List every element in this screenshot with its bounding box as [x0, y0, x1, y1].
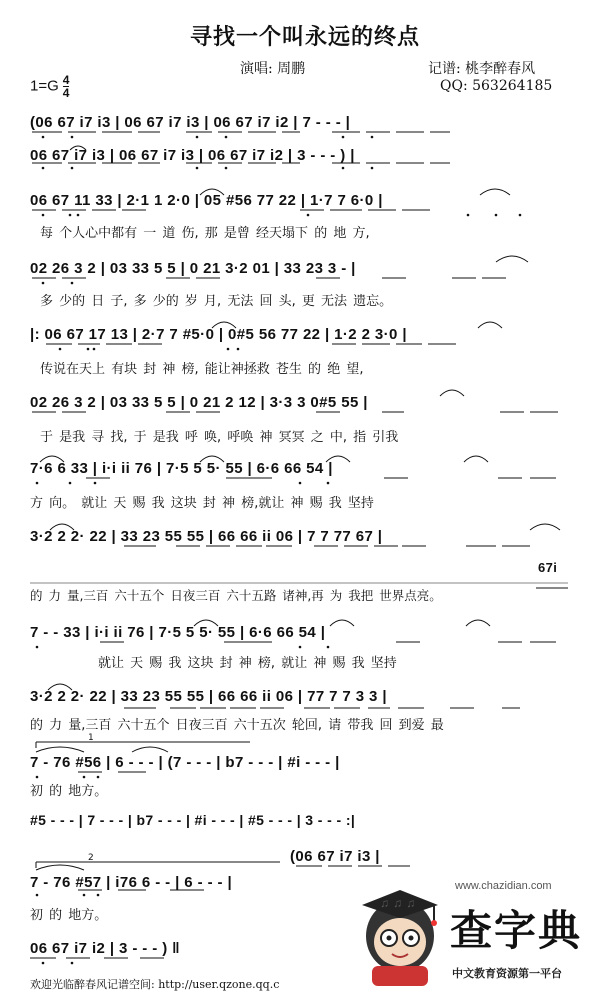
tie-arc: [440, 390, 464, 396]
footer-text: 欢迎光临醉春风记谱空间: http://user.qzone.qq.c: [30, 978, 280, 991]
fade-notes: ♫ ♫ ♫: [380, 896, 416, 910]
watermark-tagline: 中文教育资源第一平台: [452, 967, 562, 980]
tie-arc: [330, 620, 354, 626]
notation-line: 3·2 2 2· 22 | 33 23 55 55 | 66 66 ii 06 | 7 7 77 67 |: [30, 528, 383, 545]
lyric-line: 的 力 量,三百 六十五个 日夜三百 六十五次 轮回, 请 带我 回 到爱 最: [30, 718, 444, 733]
notation-line: 7 - - 33 | i·i ii 76 | 7·5 5 5· 55 | 6·6 66 54 |: [30, 624, 326, 641]
tie-arc: [530, 524, 560, 530]
grace-notes: 67i: [538, 560, 558, 575]
notation-line: 02 26 3 2 | 03 33 5 5 | 0 21 3·2 01 | 33 23 3 - |: [30, 260, 356, 277]
singer-credit: 演唱: 周鹏: [240, 61, 306, 77]
lyric-line: 初 的 地方。: [30, 908, 108, 923]
notation-line: 02 26 3 2 | 03 33 5 5 | 0 21 2 12 | 3·3 3 0#5 55 |: [30, 394, 368, 411]
tie-arc: [496, 256, 528, 262]
volta-number: 1: [88, 733, 94, 743]
tie-arc: [480, 189, 510, 195]
lyric-line: 传说在天上 有块 封 神 榜, 能让神拯救 苍生 的 绝 望,: [40, 362, 364, 377]
key-signature: [30, 74, 69, 99]
notation-line: #5 - - - | 7 - - - | b7 - - - | #i - - - | #5 - - - | 3 - - - :|: [30, 812, 356, 828]
notation-line: (06 67 i7 i3 |: [290, 848, 380, 865]
song-title: 寻找一个叫永远的终点: [189, 24, 420, 50]
notation-line: 06 67 11 33 | 2·1 1 2·0 | 05 #56 77 22 | 1·7 7 6·0 |: [30, 192, 383, 209]
tie-arc: [478, 322, 502, 328]
time-top: 4: [62, 73, 70, 87]
qq-number: QQ: 563264185: [440, 78, 553, 94]
lyric-line: 就让 天 赐 我 这块 封 神 榜, 就让 神 赐 我 坚持: [98, 656, 397, 671]
notation-line: 7·6 6 33 | i·i ii 76 | 7·5 5 5· 55 | 6·6 66 54 |: [30, 460, 333, 477]
notation-line: |: 06 67 17 13 | 2·7 7 #5·0 | 0#5 56 77 22 | 1·2 2 3·0 |: [30, 326, 407, 343]
watermark-url: www.chazidian.com: [455, 880, 552, 892]
time-signature: [63, 74, 70, 99]
notation-line: 7 - 76 #57 | i76 6 - - | 6 - - - |: [30, 874, 233, 891]
watermark-logo: 查字典: [450, 906, 583, 955]
notation-line: 7 - 76 #56 | 6 - - - | (7 - - - | b7 - - - | #i - - - |: [30, 754, 340, 771]
tie-arc: [464, 456, 488, 462]
lyric-line: 的 力 量,三百 六十五个 日夜三百 六十五路 诸神,再 为 我把 世界点亮。: [30, 588, 442, 603]
tie-arc: [36, 747, 84, 752]
tie-arc: [466, 620, 490, 626]
notation-line: 06 67 i7 i3 | 06 67 i7 i3 | 06 67 i7 i2 | 3 - - - ) |: [30, 147, 355, 164]
lyric-line: 于 是我 寻 找, 于 是我 呼 唤, 呼唤 神 冥冥 之 中, 指 引我: [40, 430, 399, 445]
time-bottom: 4: [62, 86, 70, 100]
notation-line: 3·2 2 2· 22 | 33 23 55 55 | 66 66 ii 06 | 77 7 7 3 3 |: [30, 688, 387, 705]
notation-line: 06 67 i7 i2 | 3 - - - ) ‖: [30, 940, 181, 957]
tie-arc: [132, 747, 168, 752]
key-label: 1=G: [30, 77, 59, 95]
notation-line: (06 67 i7 i3 | 06 67 i7 i3 | 06 67 i7 i2 | 7 - - - |: [30, 114, 351, 131]
tie-arc: [36, 865, 84, 870]
transcriber-credit: 记谱: 桃李醉春风: [428, 61, 536, 77]
lyric-line: 方 向。 就让 天 赐 我 这块 封 神 榜,就让 神 赐 我 坚持: [30, 496, 374, 511]
lyric-line: 每 个人心中都有 一 道 伤, 那 是曾 经天塌下 的 地 方,: [40, 226, 370, 241]
lyric-line: 多 少的 日 子, 多 少的 岁 月, 无法 回 头, 更 无法 遗忘。: [40, 294, 393, 309]
sub-underlines: [30, 132, 558, 958]
volta-number: 2: [88, 853, 94, 863]
lyric-line: 初 的 地方。: [30, 784, 108, 799]
